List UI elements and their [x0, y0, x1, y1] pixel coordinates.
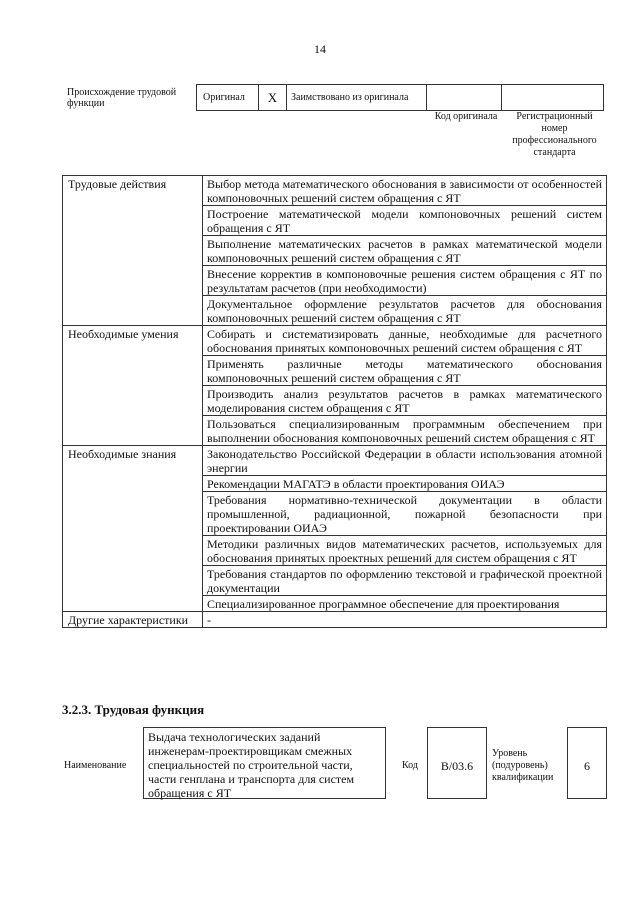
origin-mark-cell: X — [258, 85, 286, 110]
table-row — [63, 612, 607, 628]
reg-caption: Регистрационный номер профессионального стандарта — [512, 111, 597, 158]
table-row — [63, 176, 607, 206]
section-item-cell: Рекомендации МАГАТЭ в области проектирования ОИАЭ — [203, 476, 607, 492]
section-item-cell: Внесение корректив в компоновочные решения систем обращения с ЯТ по результатам расчетов (при необходимости) — [203, 266, 607, 296]
code-label: Код — [402, 760, 418, 771]
section-item-cell: Специализированное программное обеспечение для проектирования — [203, 596, 607, 612]
section-item-cell: Законодательство Российской Федерации в области использования атомной энергии — [203, 446, 607, 476]
section-item-cell: Требования нормативно-технической документации в области промышленной, радиационной, пожарной безопасности при проектировании ОИАЭ — [203, 492, 607, 536]
level-value: 6 — [567, 727, 607, 799]
section-item-cell: Документальное оформление результатов расчетов для обоснования компоновочных решений систем обращения с ЯТ — [203, 296, 607, 326]
section-item-cell: Применять различные методы математического обоснования компоновочных решений систем обращения с ЯТ — [203, 356, 607, 386]
section-item-cell: Методики различных видов математических расчетов, используемых для обоснования принятых проектных решений для систем обращения с ЯТ — [203, 536, 607, 566]
origin-table — [196, 84, 604, 111]
section-item-cell: Выбор метода математического обоснования в зависимости от особенностей компоновочных решений систем обращения с ЯТ — [203, 176, 607, 206]
table-row — [63, 326, 607, 356]
section-item-cell: Собирать и систематизировать данные, необходимые для расчетного обоснования принятых компоновочных решений систем обращения с ЯТ — [203, 326, 607, 356]
labor-actions-table — [62, 175, 607, 628]
origin-original-cell: Оригинал — [196, 85, 258, 110]
section-title-cell: Необходимые умения — [63, 326, 203, 446]
table-row — [63, 446, 607, 476]
page-number: 14 — [314, 42, 326, 56]
section-item-cell: Выполнение математических расчетов в рамках математической модели компоновочных решений систем обращения с ЯТ — [203, 236, 607, 266]
section-item-cell: Производить анализ результатов расчетов в рамках математического моделирования систем обращения с ЯТ — [203, 386, 607, 416]
origin-code-cell — [426, 85, 501, 110]
code-value: B/03.6 — [427, 727, 487, 799]
name-value: Выдача технологических заданий инженерам-проектировщикам смежных специальностей по строительной части, части генплана и транспорта для систем обращения с ЯТ — [143, 727, 386, 799]
section-item-cell: Построение математической модели компоновочных решений систем обращения с ЯТ — [203, 206, 607, 236]
section-item-cell: - — [203, 612, 607, 628]
code-caption: Код оригинала — [434, 111, 498, 122]
section-item-cell: Требования стандартов по оформлению текстовой и графической проектной документации — [203, 566, 607, 596]
origin-label: Происхождение трудовой функции — [67, 87, 177, 109]
origin-borrowed-cell: Заимствовано из оригинала — [286, 85, 426, 110]
level-label: Уровень (подуровень) квалификации — [492, 748, 554, 783]
section-heading: 3.2.3. Трудовая функция — [62, 702, 205, 717]
section-item-cell: Пользоваться специализированным программным обеспечением при выполнении обоснования компоновочных решений систем обращения с ЯТ — [203, 416, 607, 446]
origin-reg-cell — [501, 85, 604, 110]
section-title-cell: Необходимые знания — [63, 446, 203, 612]
section-title-cell: Другие характеристики — [63, 612, 203, 628]
name-label: Наименование — [64, 760, 127, 771]
section-title-cell: Трудовые действия — [63, 176, 203, 326]
